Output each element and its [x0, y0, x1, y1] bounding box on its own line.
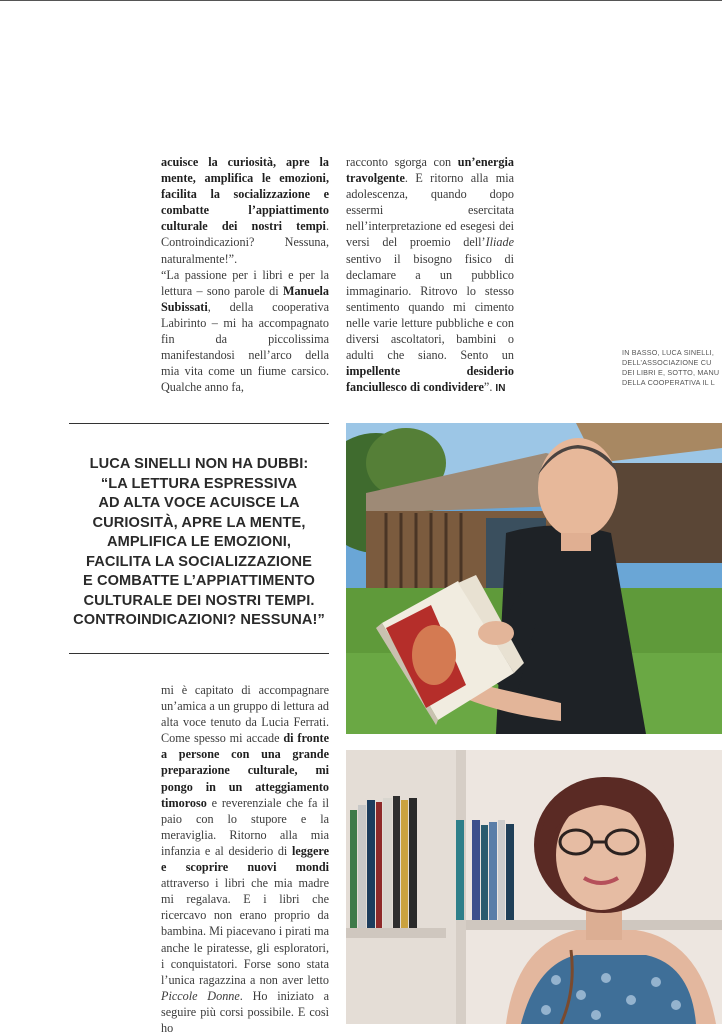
column3-italic-title: Piccole Donne [161, 988, 240, 1003]
column3-text-3: e reverenziale che fa il paio con lo stupore e la meraviglia. Ritorno alla mia infanzia e al desiderio di [161, 795, 329, 858]
column1-bold-name: Manuela Subissati [161, 283, 329, 314]
column2-bold-2: un’energia travolgente [346, 155, 514, 186]
caption-line-4: DELLA COOPERATIVA IL L [622, 378, 715, 387]
column2-bold-6: impellente desiderio fanciullesco di condividere [346, 364, 514, 395]
column3-bold-2: di fronte a persone con una grande preparazione culturale, mi pongo in un atteggiamento timoroso [161, 731, 329, 810]
end-mark: IN [495, 383, 506, 395]
article-column-3 [161, 682, 329, 1036]
column1-text-3: “La passione per i libri e per la lettura – sono parole di [161, 267, 329, 298]
column1-text-2: . Controindicazioni? Nessuna, naturalmente!”. [161, 219, 329, 266]
column2-text-3: . E ritorno alla mia adolescenza, quando dopo essermi esercitata nell’interpretazione ed esegesi dei versi del proemio dell’ [346, 171, 514, 250]
pullquote-bottom-rule [69, 653, 329, 654]
column2-text-7: ”. [483, 380, 496, 395]
article-column-1 [161, 154, 329, 395]
column3-text-7: . Ho iniziato a seguire più corsi possibile. E così ho [161, 988, 329, 1035]
column3-bold-4: leggere e scoprire nuovi mondi [161, 843, 329, 875]
pullquote-top-rule [69, 423, 329, 424]
column1-text-5: , della cooperativa Labirinto – mi ha accompagnato fin da piccolissima manifestandosi nell’arco della mia vita come un fiume carsico. Qualche anno fa, [161, 299, 329, 395]
pullquote-line-1: LUCA SINELLI NON HA DUBBI: [89, 456, 309, 472]
column2-text-1: racconto sgorga con [346, 155, 458, 169]
pullquote-line-2: “LA LETTURA ESPRESSIVA [100, 475, 298, 492]
pullquote-line-4: CURIOSITÀ, APRE LA MENTE, [92, 514, 306, 531]
column2-text-5: sentivo il bisogno fisico di declamare a un pubblico immaginario. Ritrovo lo stesso sentimento quando mi cimento nelle varie letture pubbliche e con diversi ascoltatori, bambini o adulti che siano. Sento un [346, 251, 514, 363]
pullquote-line-7: E COMBATTE L’APPIATTIMENTO [82, 573, 316, 589]
photo-caption [622, 348, 722, 388]
article-column-2 [346, 154, 514, 397]
caption-line-2: DELL’ASSOCIAZIONE CU [622, 358, 712, 367]
pullquote-line-6: FACILITA LA SOCIALIZZAZIONE [86, 553, 312, 570]
photo-manuela-subissati [346, 750, 722, 1024]
column3-text-5: attraverso i libri che mia madre mi regalava. E i libri che ricercavo non erano proprio da bambina. Mi piacevano i pirati ma anche le piratesse, gli esploratori, i conquistatori. Forse sono stata l’unica ragazzina a non aver letto [161, 876, 329, 987]
top-border [0, 0, 722, 1]
column1-bold-1: acuisce la curiosità, apre la mente, amplifica le emozioni, facilita la socializzazione e combatte l’appiattimento culturale dei nostri tempi [161, 155, 329, 234]
pullquote-line-3: AD ALTA VOCE ACUISCE LA [98, 495, 300, 511]
pullquote-line-5: AMPLIFICA LE EMOZIONI, [106, 534, 292, 550]
photo-luca-sinelli [346, 423, 722, 734]
caption-line-1: IN BASSO, LUCA SINELLI, [622, 348, 715, 357]
column2-italic-title: Iliade [485, 235, 514, 250]
column3-text-1: mi è capitato di accompagnare un’amica a un gruppo di lettura ad alta voce tenuto da Lucia Ferrati. Come spesso mi accade [161, 683, 329, 746]
pullquote-line-9: CONTROINDICAZIONI? NESSUNA!” [73, 612, 325, 628]
pullquote-line-8: CULTURALE DEI NOSTRI TEMPI. [83, 592, 315, 609]
pullquote [69, 455, 329, 631]
caption-line-3: DEI LIBRI E, SOTTO, MANU [622, 368, 720, 377]
